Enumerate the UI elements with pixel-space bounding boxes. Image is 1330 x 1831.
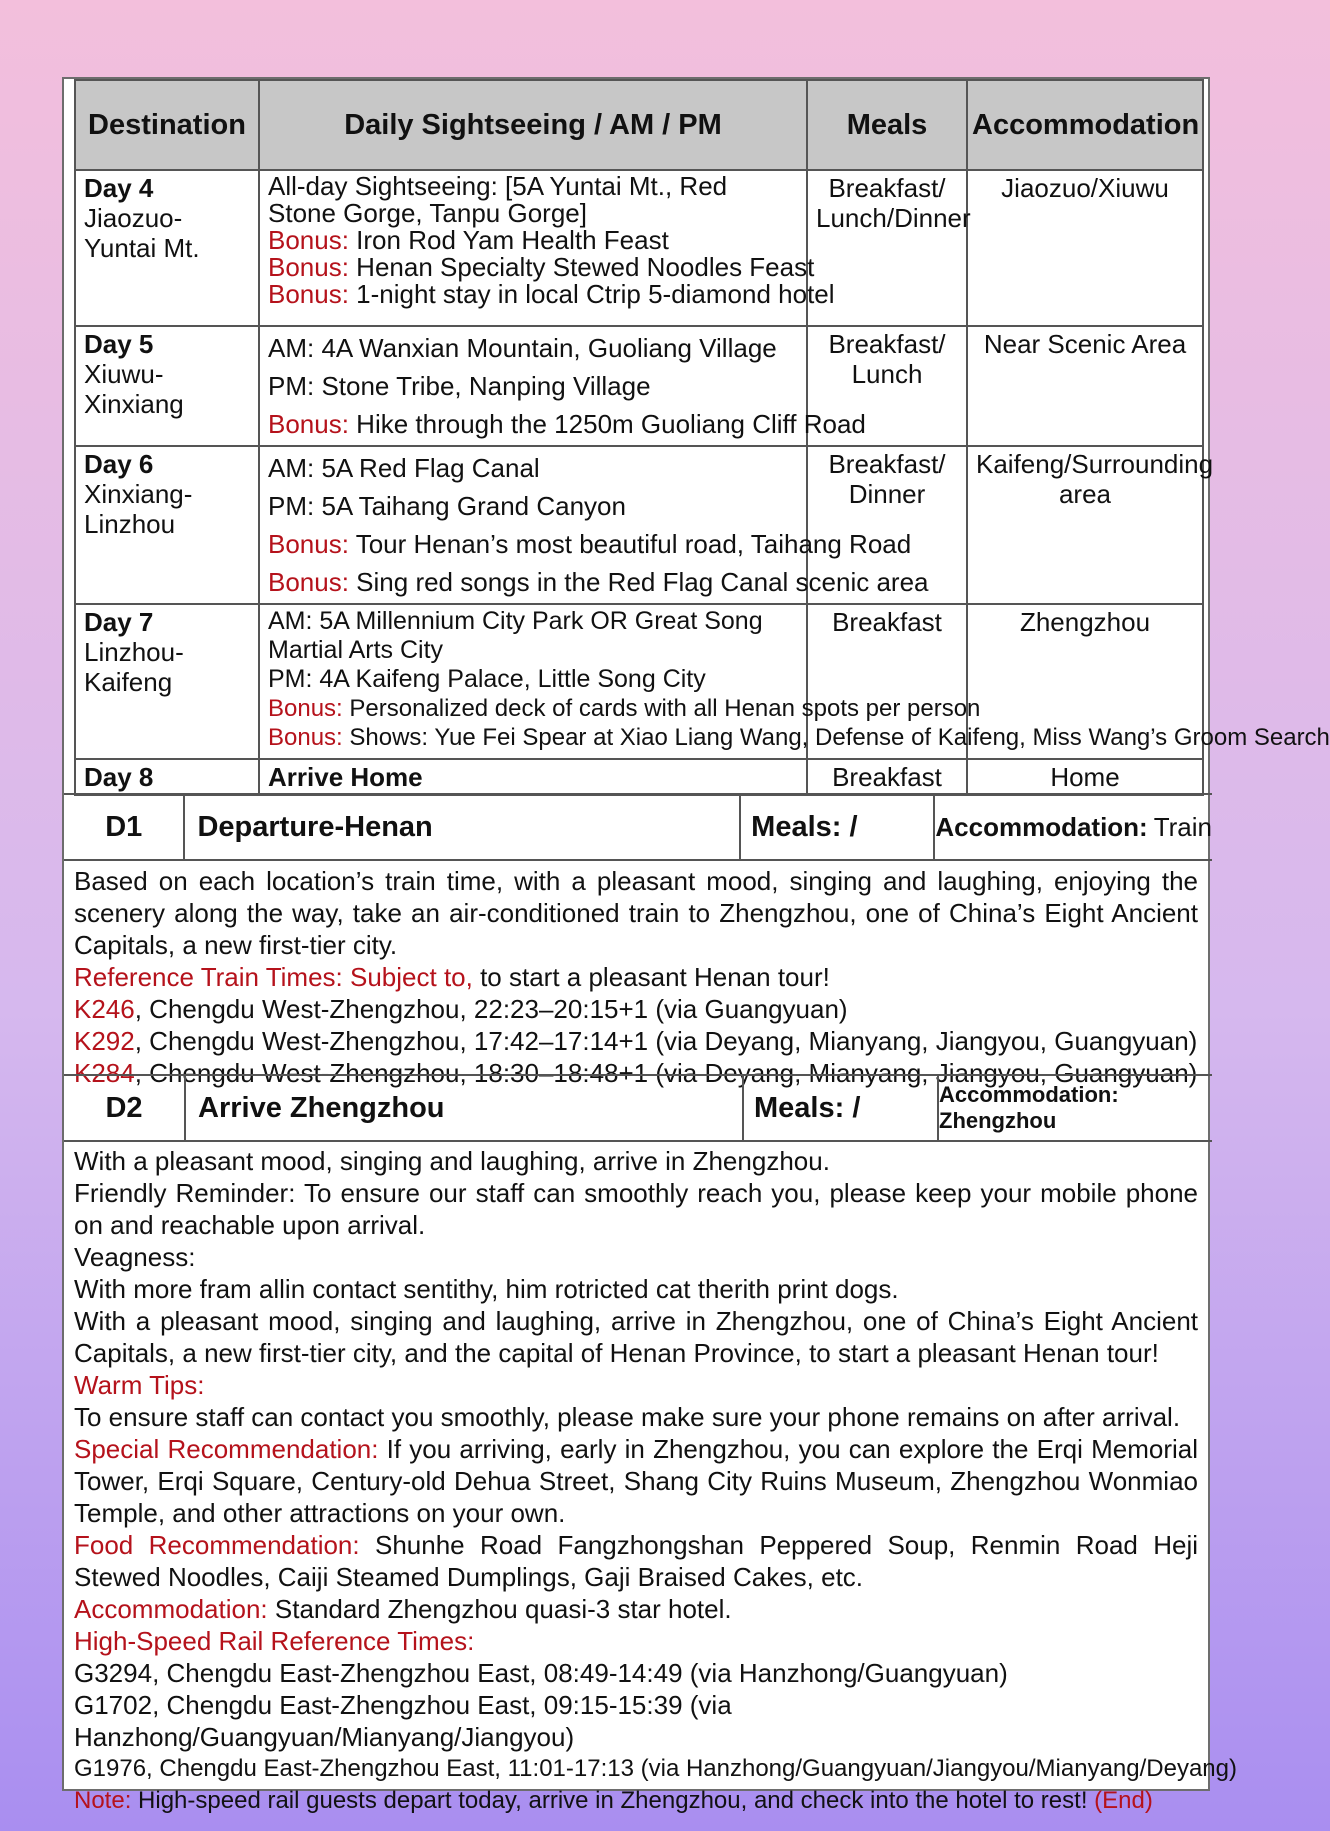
hsr-label: High-Speed Rail Reference Times: bbox=[74, 1626, 475, 1656]
bonus-line: Bonus: Shows: Yue Fei Spear at Xiao Liang Wang, Defense of Kaifeng, Miss Wang’s Groom Search bbox=[268, 724, 1330, 751]
header-sightseeing: Daily Sightseeing / AM / PM bbox=[259, 80, 807, 170]
note-label: Note: bbox=[74, 1787, 132, 1814]
bonus-label: Bonus: bbox=[268, 279, 349, 309]
d2-accommodation-note: Accommodation: Standard Zhengzhou quasi-3 star hotel. bbox=[74, 1594, 732, 1624]
end-label: (End) bbox=[1087, 1787, 1153, 1814]
meals-cell: Breakfast bbox=[807, 604, 967, 759]
sightseeing-line: AM: 5A Millennium City Park OR Great Song Martial Arts City bbox=[268, 607, 763, 664]
destination-name: Xinxiang-Linzhou bbox=[84, 479, 193, 539]
d2-accommodation: Accommodation: Zhengzhou bbox=[939, 1082, 1119, 1133]
header-meals: Meals bbox=[807, 80, 967, 170]
special-recommendation: Special Recommendation: If you arriving, early in Zhengzhou, you can explore the Erqi Memorial Tower, Erqi Square, Century-old Dehua Street, Shang City Ruins Museum, Zhengzhou Wonmiao Temple, and other attractions on your own. bbox=[74, 1434, 1198, 1528]
d2-paragraph: With more fram allin contact sentithy, him rotricted cat therith print dogs. bbox=[74, 1274, 899, 1304]
d2-body bbox=[74, 1145, 1237, 1817]
sightseeing-cell bbox=[259, 759, 807, 795]
header-accommodation: Accommodation bbox=[967, 80, 1203, 170]
train-line: K292, Chengdu West-Zhengzhou, 17:42–17:14+1 (via Deyang, Mianyang, Jiangyou, Guangyuan) bbox=[74, 1026, 1198, 1056]
accommodation-cell: Home bbox=[967, 759, 1203, 795]
bonus-label: Bonus: bbox=[268, 724, 343, 751]
meals-cell: Breakfast/ Lunch bbox=[807, 326, 967, 446]
food-label: Food Recommendation: bbox=[74, 1530, 360, 1560]
d2-paragraph: Friendly Reminder: To ensure our staff can smoothly reach you, please keep your mobile phone on and reachable upon arrival. bbox=[74, 1178, 1198, 1240]
table-row bbox=[75, 326, 1203, 446]
d1-reference: Reference Train Times: Subject to, to start a pleasant Henan tour! bbox=[74, 962, 830, 992]
bonus-label: Bonus: bbox=[268, 409, 349, 439]
header-destination: Destination bbox=[75, 80, 259, 170]
d1-accommodation-label: Accommodation: bbox=[935, 811, 1148, 842]
table-row bbox=[75, 446, 1203, 604]
d2-title: Arrive Zhengzhou bbox=[186, 1076, 744, 1140]
sightseeing-line: PM: Stone Tribe, Nanping Village bbox=[268, 371, 651, 401]
d1-code: D1 bbox=[64, 795, 185, 859]
d1-description: Based on each location’s train time, with a pleasant mood, singing and laughing, enjoying the scenery along the way, take an air-conditioned train to Zhengzhou, one of China’s Eight Ancient Capitals, a new first-tier city. bbox=[74, 866, 1198, 960]
d2-code: D2 bbox=[64, 1076, 186, 1140]
d1-meals: Meals: / bbox=[741, 795, 935, 859]
d2-paragraph: Veagness: bbox=[74, 1242, 196, 1272]
bonus-line: Bonus: Henan Specialty Stewed Noodles Feast bbox=[268, 252, 815, 282]
sightseeing-line: PM: 4A Kaifeng Palace, Little Song City bbox=[268, 665, 706, 693]
sightseeing-cell bbox=[259, 170, 835, 326]
bonus-label: Bonus: bbox=[268, 252, 349, 282]
bonus-label: Bonus: bbox=[268, 225, 349, 255]
destination-name: Linzhou-Kaifeng bbox=[84, 637, 184, 697]
destination-cell bbox=[75, 170, 259, 326]
bonus-line: Bonus: Hike through the 1250m Guoliang Cliff Road bbox=[268, 409, 866, 439]
bonus-line: Bonus: Tour Henan’s most beautiful road, Taihang Road bbox=[268, 529, 912, 559]
day-number: Day 4 bbox=[84, 173, 154, 203]
day-number: Day 5 bbox=[84, 329, 154, 359]
d1-title: Departure-Henan bbox=[185, 795, 741, 859]
sightseeing-line: Arrive Home bbox=[268, 762, 423, 792]
bonus-line: Bonus: Sing red songs in the Red Flag Canal scenic area bbox=[268, 567, 929, 597]
d1-accommodation bbox=[935, 795, 1212, 859]
d1-accommodation-value: Train bbox=[1153, 811, 1212, 842]
bonus-line: Bonus: Iron Rod Yam Health Feast bbox=[268, 225, 669, 255]
warm-tips-text: To ensure staff can contact you smoothly, please make sure your phone remains on after arrival. bbox=[74, 1402, 1181, 1432]
train-code: K246 bbox=[74, 994, 135, 1024]
bonus-line: Bonus: Personalized deck of cards with all Henan spots per person bbox=[268, 695, 981, 722]
warm-tips-label: Warm Tips: bbox=[74, 1370, 205, 1400]
train-line: K284, Chengdu West-Zhengzhou, 18:30–18:48+1 (via Deyang, Mianyang, Jiangyou, Guangyuan) bbox=[74, 1058, 1198, 1088]
bonus-label: Bonus: bbox=[268, 529, 349, 559]
meals-cell: Breakfast/ Lunch/Dinner bbox=[807, 170, 967, 326]
meals-cell: Breakfast bbox=[807, 759, 967, 795]
sightseeing-line: AM: 5A Red Flag Canal bbox=[268, 453, 540, 483]
meals-cell: Breakfast/ Dinner bbox=[807, 446, 967, 604]
d2-paragraph: With a pleasant mood, singing and laughing, arrive in Zhengzhou, one of China’s Eight Ancient Capitals, a new first-tier city, and the capital of Henan Province, to start a pleasant Henan tour! bbox=[74, 1306, 1198, 1368]
d2-note: Note: High-speed rail guests depart today, arrive in Zhengzhou, and check into the hotel to rest! (End) bbox=[74, 1787, 1153, 1814]
bonus-label: Bonus: bbox=[268, 567, 349, 597]
day-number: Day 6 bbox=[84, 449, 154, 479]
destination-cell bbox=[75, 446, 259, 604]
hsr-line: G1976, Chengdu East-Zhengzhou East, 11:01-17:13 (via Hanzhong/Guangyuan/Jiangyou/Mianyang/Deyang) bbox=[74, 1755, 1237, 1782]
accommodation-cell: Kaifeng/Surrounding area bbox=[967, 446, 1203, 604]
train-code: K284 bbox=[74, 1058, 135, 1088]
accommodation-label: Accommodation: bbox=[74, 1594, 268, 1624]
d1-header bbox=[64, 793, 1212, 861]
day-number: Day 8 bbox=[84, 762, 154, 792]
table-header-row bbox=[75, 80, 1203, 170]
table-row bbox=[75, 759, 1203, 795]
sightseeing-line: AM: 4A Wanxian Mountain, Guoliang Village bbox=[268, 333, 777, 363]
hsr-line: G3294, Chengdu East-Zhengzhou East, 08:49-14:49 (via Hanzhong/Guangyuan) bbox=[74, 1658, 1008, 1688]
sightseeing-line: All-day Sightseeing: [5A Yuntai Mt., Red Stone Gorge, Tanpu Gorge] bbox=[268, 171, 728, 228]
itinerary-table bbox=[74, 79, 1330, 796]
food-recommendation: Food Recommendation: Shunhe Road Fangzhongshan Peppered Soup, Renmin Road Heji Stewed Noodles, Caiji Steamed Dumplings, Gaji Braised Cakes, etc. bbox=[74, 1530, 1199, 1592]
table-row bbox=[75, 604, 1203, 759]
itinerary-sheet bbox=[62, 77, 1330, 1814]
accommodation-cell: Jiaozuo/Xiuwu bbox=[967, 170, 1203, 326]
accommodation-cell: Near Scenic Area bbox=[967, 326, 1203, 446]
reference-label: Reference Train Times: Subject to, bbox=[74, 962, 473, 992]
train-code: K292 bbox=[74, 1026, 135, 1056]
sightseeing-line: PM: 5A Taihang Grand Canyon bbox=[268, 491, 626, 521]
d2-meals: Meals: / bbox=[744, 1076, 939, 1140]
destination-cell bbox=[75, 759, 259, 795]
destination-name: Xiuwu-Xinxiang bbox=[84, 359, 184, 419]
d2-paragraph: With a pleasant mood, singing and laughing, arrive in Zhengzhou. bbox=[74, 1146, 830, 1176]
day-number: Day 7 bbox=[84, 607, 154, 637]
bonus-label: Bonus: bbox=[268, 695, 343, 722]
destination-cell bbox=[75, 326, 259, 446]
bonus-line: Bonus: 1-night stay in local Ctrip 5-diamond hotel bbox=[268, 279, 835, 309]
hsr-line: G1702, Chengdu East-Zhengzhou East, 09:15-15:39 (via Hanzhong/Guangyuan/Mianyang/Jiangyou) bbox=[74, 1690, 732, 1752]
train-line: K246, Chengdu West-Zhengzhou, 22:23–20:15+1 (via Guangyuan) bbox=[74, 994, 848, 1024]
d2-header bbox=[64, 1074, 1212, 1142]
destination-cell bbox=[75, 604, 259, 759]
table-row bbox=[75, 170, 1203, 326]
d1-body bbox=[74, 865, 1198, 1089]
accommodation-cell: Zhengzhou bbox=[967, 604, 1203, 759]
sightseeing-cell bbox=[259, 326, 866, 446]
destination-name: Jiaozuo-Yuntai Mt. bbox=[84, 203, 200, 263]
special-label: Special Recommendation: bbox=[74, 1434, 379, 1464]
